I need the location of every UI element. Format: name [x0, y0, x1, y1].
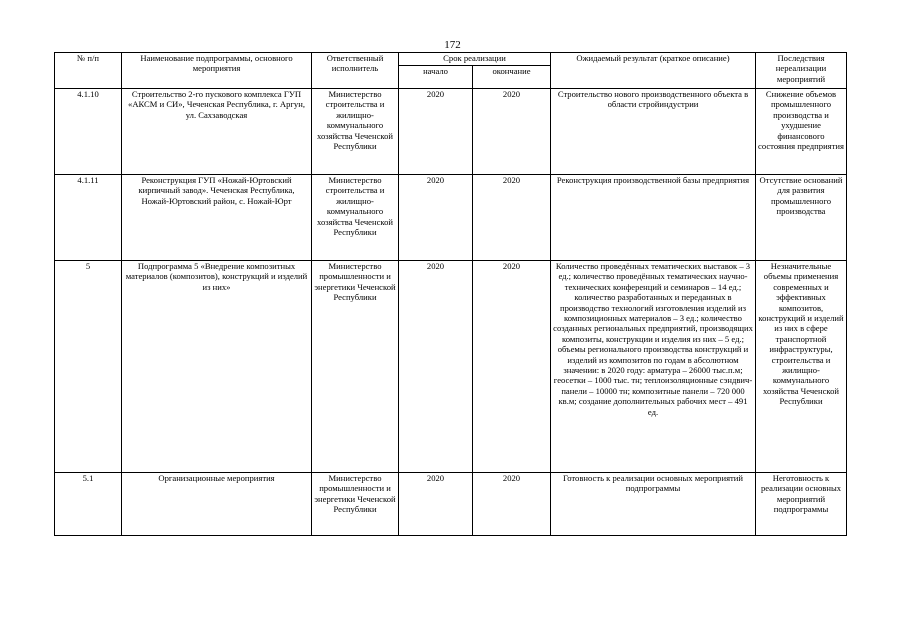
row-executor: Министерство строительства и жилищно-коммунального хозяйства Чеченской Республики: [312, 89, 399, 175]
row-end: 2020: [473, 175, 551, 261]
row-consequences: Незначительные объемы применения современных и эффективных композитов, конструкций и изделий из них в сфере транспортной инфраструктуры, строительства и жилищно-коммунального хозяйства Чеченской Республики: [756, 261, 847, 473]
row-name: Строительство 2-го пускового комплекса ГУП «АКСМ и СИ», Чеченская Республика, г. Аргун, ул. Сахзаводская: [122, 89, 312, 175]
header-name: Наименование подпрограммы, основного мероприятия: [122, 53, 312, 89]
row-start: 2020: [399, 473, 473, 536]
header-period: Срок реализации: [399, 53, 551, 66]
table-row: [55, 473, 847, 536]
row-start: 2020: [399, 89, 473, 175]
row-end: 2020: [473, 89, 551, 175]
row-number: 4.1.11: [55, 175, 122, 261]
header-end: окончание: [473, 66, 551, 89]
page-number: 172: [444, 39, 461, 51]
header-executor: Ответственный исполнитель: [312, 53, 399, 89]
table-row: [55, 175, 847, 261]
row-consequences: Неготовность к реализации основных мероприятий подпрограммы: [756, 473, 847, 536]
program-table: [54, 52, 847, 536]
header-consequences: Последствия нереализации мероприятий: [756, 53, 847, 89]
row-result: Строительство нового производственного объекта в области стройиндустрии: [551, 89, 756, 175]
table-row: [55, 89, 847, 175]
row-executor: Министерство строительства и жилищно-коммунального хозяйства Чеченской Республики: [312, 175, 399, 261]
row-end: 2020: [473, 473, 551, 536]
table-row: [55, 261, 847, 473]
row-executor: Министерство промышленности и энергетики Чеченской Республики: [312, 261, 399, 473]
row-consequences: Отсутствие оснований для развития промышленного производства: [756, 175, 847, 261]
row-name: Подпрограмма 5 «Внедрение композитных материалов (композитов), конструкций и изделий из них»: [122, 261, 312, 473]
row-result: Реконструкция производственной базы предприятия: [551, 175, 756, 261]
row-number: 5: [55, 261, 122, 473]
row-start: 2020: [399, 175, 473, 261]
row-name: Организационные мероприятия: [122, 473, 312, 536]
row-name: Реконструкция ГУП «Ножай-Юртовский кирпичный завод». Чеченская Республика, Ножай-Юртовский район, с. Ножай-Юрт: [122, 175, 312, 261]
row-executor: Министерство промышленности и энергетики Чеченской Республики: [312, 473, 399, 536]
row-number: 5.1: [55, 473, 122, 536]
header-result: Ожидаемый результат (краткое описание): [551, 53, 756, 89]
row-result: Количество проведённых тематических выставок – 3 ед.; количество проведённых тематических научно-технических конференций и семинаров – 14 ед.; количество разработанных и переданных в производство технологий изготовления изделий из композиционных материалов – 3 ед.; количество созданных региональных предприятий, производящих композиты, конструкции и изделия из них – 5 ед.; объемы регионального производства конструкций и изделий из композитов по годам в абсолютном значении: в 2020 году: арматура – 26000 тыс.п.м; геосетки – 1000 тыс. тн; теплоизоляционные сэндвич-панели – 10000 тн; композитные панели – 720 000 кв.м; создание дополнительных рабочих мест – 491 ед.: [551, 261, 756, 473]
row-end: 2020: [473, 261, 551, 473]
row-result: Готовность к реализации основных мероприятий подпрограммы: [551, 473, 756, 536]
header-number: № п/п: [55, 53, 122, 89]
row-start: 2020: [399, 261, 473, 473]
row-consequences: Снижение объемов промышленного производства и ухудшение финансового состояния предприятия: [756, 89, 847, 175]
row-number: 4.1.10: [55, 89, 122, 175]
header-start: начало: [399, 66, 473, 89]
